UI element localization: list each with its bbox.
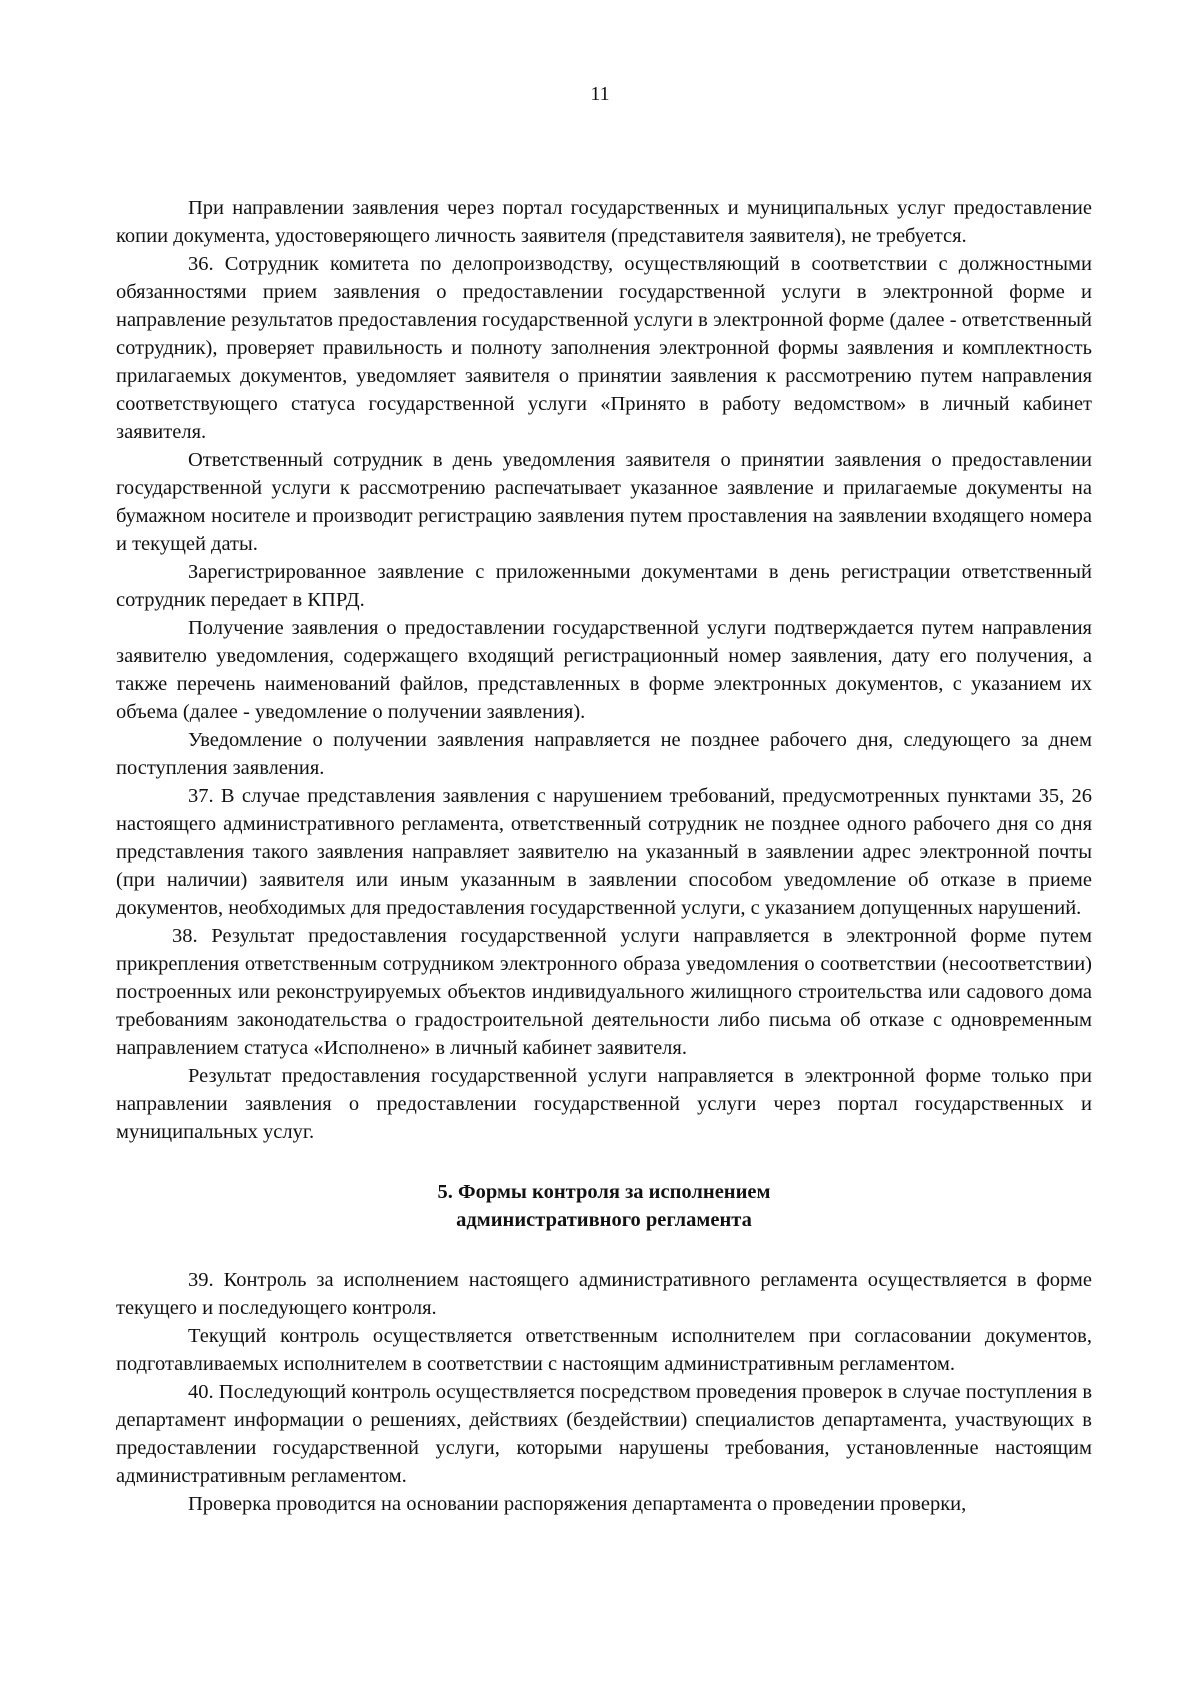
paragraph-current-control: Текущий контроль осуществляется ответственным исполнителем при согласовании документов, подготавливаемых исполнителем в соответствии с настоящим административным регламентом. — [116, 1325, 1092, 1375]
paragraph-portal-no-id-copy: При направлении заявления через портал государственных и муниципальных услуг предоставление копии документа, удостоверяющего личность заявителя (представителя заявителя), не требуется. — [116, 197, 1092, 247]
paragraph-37: 37. В случае представления заявления с нарушением требований, предусмотренных пунктами 35, 26 настоящего административного регламента, ответственный сотрудник не позднее одного рабочего дня со дня представления такого заявления направляет заявителю на указанный в заявлении адрес электронной почты (при наличии) заявителя или иным указанным в заявлении способом уведомление об отказе в приеме документов, необходимых для предоставления государственной услуги, с указанием допущенных нарушений. — [116, 785, 1092, 919]
paragraph-38: 38. Результат предоставления государственной услуги направляется в электронной форме путем прикрепления ответственным сотрудником электронного образа уведомления о соответствии (несоответствии) построенных или реконструируемых объектов индивидуального жилищного строительства или садового дома требованиям законодательства о градостроительной деятельности либо письма об отказе с одновременным направлением статуса «Исполнено» в личный кабинет заявителя. — [116, 925, 1092, 1059]
paragraph-inspection-basis: Проверка проводится на основании распоряжения департамента о проведении проверки, — [188, 1493, 967, 1515]
page-number: 11 — [590, 83, 610, 105]
document-body — [116, 194, 1092, 1518]
paragraph-registered-application: Зарегистрированное заявление с приложенными документами в день регистрации ответственный сотрудник передает в КПРД. — [116, 561, 1092, 611]
paragraph-39: 39. Контроль за исполнением настоящего административного регламента осуществляется в форме текущего и последующего контроля. — [116, 1269, 1092, 1319]
section-heading — [116, 1178, 1092, 1234]
paragraph-result-electronic: Результат предоставления государственной услуги направляется в электронной форме только при направлении заявления о предоставлении государственной услуги через портал государственных и муниципальных услуг. — [116, 1065, 1092, 1143]
paragraph-receipt-confirmation: Получение заявления о предоставлении государственной услуги подтверждается путем направления заявителю уведомления, содержащего входящий регистрационный номер заявления, дату его получения, а также перечень наименований файлов, представленных в форме электронных документов, с указанием их объема (далее - уведомление о получении заявления). — [116, 617, 1092, 723]
paragraph-notification-deadline: Уведомление о получении заявления направляется не позднее рабочего дня, следующего за днем поступления заявления. — [116, 729, 1092, 779]
paragraph-40: 40. Последующий контроль осуществляется посредством проведения проверок в случае поступления в департамент информации о решениях, действиях (бездействии) специалистов департамента, участвующих в предоставлении государственной услуги, которыми нарушены требования, установленные настоящим административным регламентом. — [116, 1381, 1092, 1487]
section-heading-line-2: административного регламента — [456, 1209, 752, 1231]
paragraph-responsible-employee: Ответственный сотрудник в день уведомления заявителя о принятии заявления о предоставлении государственной услуги к рассмотрению распечатывает указанное заявление и прилагаемые документы на бумажном носителе и производит регистрацию заявления путем проставления на заявлении входящего номера и текущей даты. — [116, 449, 1092, 555]
section-heading-line-1: 5. Формы контроля за исполнением — [437, 1181, 771, 1203]
paragraph-36: 36. Сотрудник комитета по делопроизводству, осуществляющий в соответствии с должностными обязанностями прием заявления о предоставлении государственной услуги в электронной форме и направление результатов предоставления государственной услуги в электронной форме (далее - ответственный сотрудник), проверяет правильность и полноту заполнения электронной формы заявления и комплектность прилагаемых документов, уведомляет заявителя о принятии заявления к рассмотрению путем направления соответствующего статуса государственной услуги «Принято в работу ведомством» в личный кабинет заявителя. — [116, 253, 1092, 443]
